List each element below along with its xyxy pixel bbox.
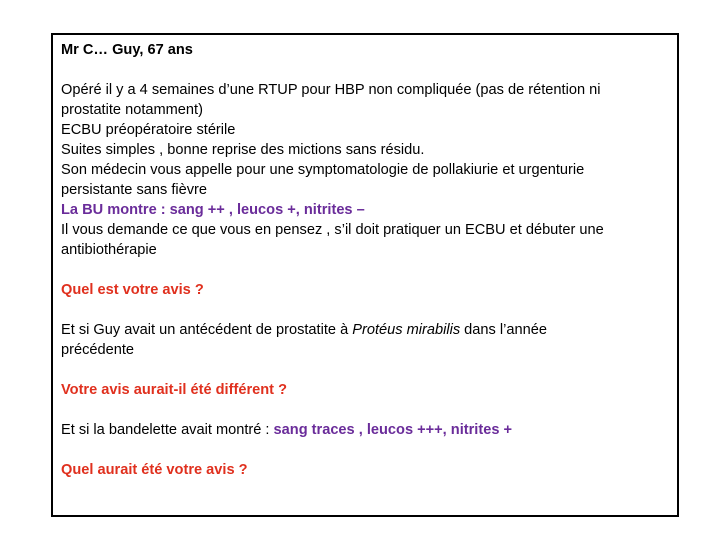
history-line: prostatite notamment) (61, 102, 203, 118)
request-line: antibiothérapie (61, 242, 157, 258)
spacer (61, 360, 669, 380)
history-line: Suites simples , bonne reprise des mictions sans résidu. (61, 142, 425, 158)
question-2: Votre avis aurait-il été différent ? (61, 382, 287, 398)
history-line: persistante sans fièvre (61, 182, 208, 198)
scenario-2-suffix: dans l’année (460, 322, 547, 338)
history-line: Son médecin vous appelle pour une symptomatologie de pollakiurie et urgenturie (61, 162, 585, 178)
scenario-3-prefix: Et si la bandelette avait montré : (61, 422, 274, 438)
scenario-2-prefix: Et si Guy avait un antécédent de prostatite à (61, 322, 353, 338)
scenario-2-line (61, 320, 669, 340)
organism-name: Protéus mirabilis (352, 322, 461, 338)
bu-result: La BU montre : sang ++ , leucos +, nitrites – (61, 202, 365, 218)
spacer (61, 400, 669, 420)
spacer (61, 300, 669, 320)
spacer (61, 440, 669, 460)
question-1: Quel est votre avis ? (61, 282, 204, 298)
request-line: Il vous demande ce que vous en pensez , s’il doit pratiquer un ECBU et débuter une (61, 222, 604, 238)
scenario-3-result: sang traces , leucos +++, nitrites + (273, 422, 513, 438)
spacer (61, 260, 669, 280)
scenario-3-line (61, 420, 669, 440)
case-box (51, 33, 679, 517)
history-line: ECBU préopératoire stérile (61, 122, 236, 138)
history-line: Opéré il y a 4 semaines d’une RTUP pour HBP non compliquée (pas de rétention ni (61, 82, 601, 98)
spacer (61, 60, 669, 80)
question-3: Quel aurait été votre avis ? (61, 462, 248, 478)
case-title: Mr C… Guy, 67 ans (61, 42, 193, 58)
scenario-2-line2: précédente (61, 342, 135, 358)
